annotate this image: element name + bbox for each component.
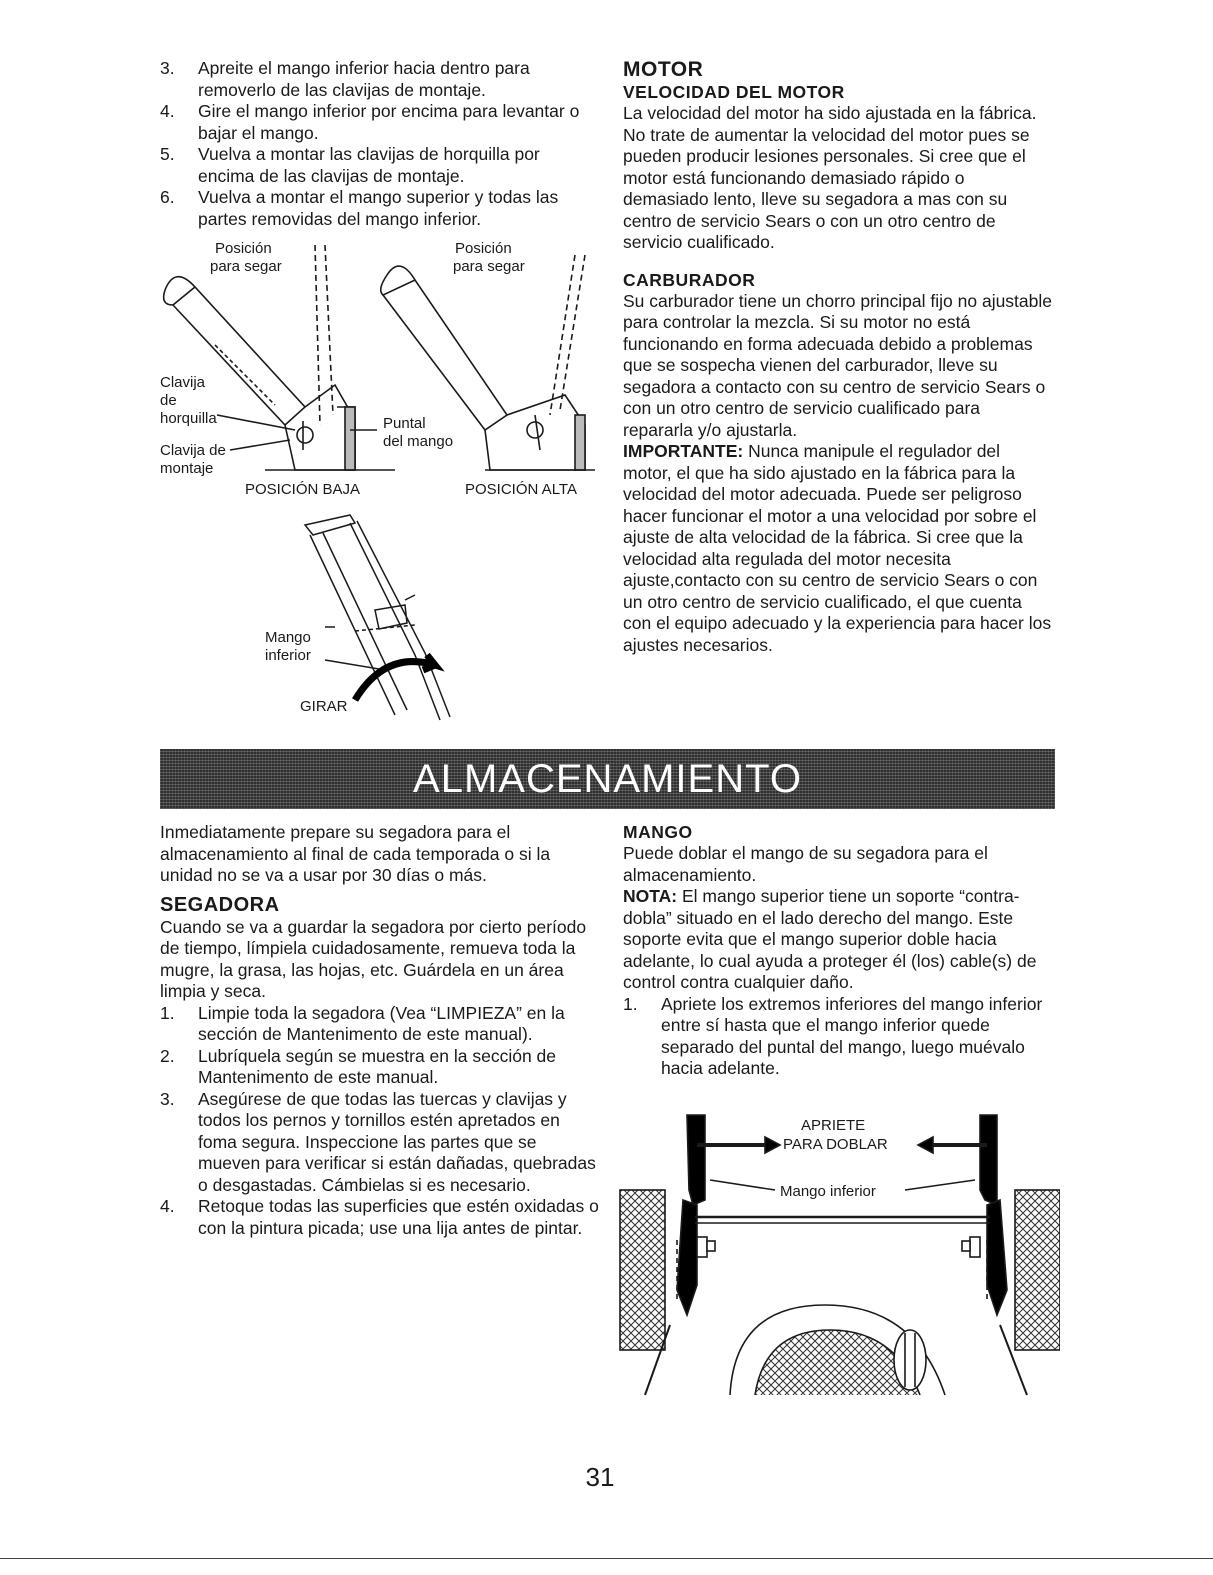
list-item: 4. Retoque todas las superficies que estén oxidadas o con la pintura picada; use una lija antes de pintar. <box>160 1196 599 1238</box>
mango-heading: MANGO <box>623 822 693 842</box>
svg-text:GIRAR: GIRAR <box>300 698 348 715</box>
mango-paragraph: Puede doblar el mango de su segadora para el almacenamiento. <box>623 843 988 885</box>
storage-intro: Inmediatamente prepare su segadora para el almacenamiento al final de cada temporada o si la unidad no se va a usar por 30 días o más. <box>160 822 551 885</box>
svg-text:Puntal: Puntal <box>383 415 426 432</box>
carburador-heading: CARBURADOR <box>623 269 756 290</box>
top-left-column <box>160 58 600 230</box>
handle-steps-list <box>160 58 600 230</box>
svg-text:Clavija: Clavija <box>160 374 206 391</box>
top-right-column <box>623 58 1053 656</box>
list-item: 2. Lubríquela según se muestra en la sección de Mantenimento de este manual. <box>160 1045 557 1087</box>
right-bracket <box>485 395 585 470</box>
svg-text:Mango inferior: Mango inferior <box>780 1183 876 1200</box>
svg-text:POSICIÓN BAJA: POSICIÓN BAJA <box>245 481 361 498</box>
svg-text:inferior: inferior <box>265 647 311 664</box>
bottom-right-column <box>623 822 1053 1080</box>
list-item: 5. Vuelva a montar las clavijas de horquilla por encima de las clavijas de montaje. <box>160 144 540 186</box>
handle-position-figure <box>155 235 605 500</box>
list-item: 6. Vuelva a montar el mango superior y todas las partes removidas del mango inferior. <box>160 187 559 229</box>
svg-text:Posición: Posición <box>455 240 512 257</box>
storage-steps-list <box>160 1003 600 1240</box>
list-item: 3. Apreite el mango inferior hacia dentro para removerlo de las clavijas de montaje. <box>160 58 530 100</box>
list-item: 1. Limpie toda la segadora (Vea “LIMPIEZA” en la sección de Mantenimento de este manual). <box>160 1002 565 1044</box>
left-handle-tube <box>173 287 305 425</box>
svg-text:del mango: del mango <box>383 433 454 450</box>
bottom-left-column <box>160 822 600 1239</box>
svg-text:Clavija de: Clavija de <box>160 442 226 459</box>
rotate-handle-figure <box>255 505 475 745</box>
motor-heading: MOTOR <box>623 58 704 81</box>
right-wheel <box>1015 1190 1060 1350</box>
svg-text:para segar: para segar <box>210 258 282 275</box>
segadora-paragraph: Cuando se va a guardar la segadora por cierto período de tiempo, límpiela cuidadosamente, remueva toda la mugre, la grasa, las hojas, etc. Guárdela en un área limpia y seca. <box>160 916 587 1001</box>
velocidad-paragraph: La velocidad del motor ha sido ajustada en la fábrica. No trate de aumentar la velocidad del motor pues se pueden producir lesiones personales. Si cree que el motor está funcionando demasiado rápido o demasiado lento, lleve su segadora a mas con su centro de servicio Sears o con un otro centro de servicio cualificado. <box>623 103 1037 252</box>
nota-paragraph: NOTA: El mango superior tiene un soporte “contra-dobla” situado en el lado derecho del mango. Este soporte evita que el mango superior doble hacia adelante, lo cual ayuda a proteger él (los) cable(s) de control contra cualquier daño. <box>623 886 1037 992</box>
list-item: 1. Apriete los extremos inferiores del mango inferior entre sí hasta que el mango inferior quede separado del puntal del mango, luego muévalo hacia adelante. <box>623 993 1043 1078</box>
right-handle-tube <box>383 280 507 430</box>
svg-text:POSICIÓN ALTA: POSICIÓN ALTA <box>465 481 577 498</box>
svg-text:de: de <box>160 392 177 409</box>
svg-text:horquilla: horquilla <box>160 410 217 427</box>
page-number: 31 <box>585 1462 615 1492</box>
svg-text:montaje: montaje <box>160 460 214 477</box>
left-wheel <box>620 1190 665 1350</box>
importante-paragraph: IMPORTANTE: Nunca manipule el regulador del motor, el que ha sido ajustado en la fábrica para la velocidad del motor adecuada. Puede ser peligroso hacer funcionar el motor a una velocidad por sobre el ajuste de alta velocidad de la fábrica. Si cree que la velocidad alta regulada del motor necesita ajuste,contacto con su centro de servicio Sears o con un otro centro de servicio cualificado, el que cuenta con el equipo adecuado y la experiencia para hacer los ajustes necesarios. <box>623 441 1052 655</box>
pin-circle <box>297 427 313 443</box>
carburador-paragraph: Su carburador tiene un chorro principal fijo no ajustable para controlar la mezcla. Si su motor no está funcionando en forma adecuada debido a problemas que se sospecha vienen del carburador, lleve su segadora a contacto con su centro de servicio Sears o con un otro centro de servicio cualificado para repararla y/o ajustarla. <box>623 290 1053 440</box>
fold-steps-list <box>623 994 1053 1080</box>
footer-rule <box>0 1558 1213 1559</box>
velocidad-heading: VELOCIDAD DEL MOTOR <box>623 82 845 102</box>
svg-text:Mango: Mango <box>265 629 311 646</box>
list-item: 3. Asegúrese de que todas las tuercas y clavijas y todos los pernos y tornillos estén apretados en foma segura. Inspeccione las partes que se mueven para verificar si están dañadas, quebradas o desgastadas. Cámbielas si es necesario. <box>160 1088 596 1195</box>
segadora-heading: SEGADORA <box>160 893 280 916</box>
svg-text:Posición: Posición <box>215 240 272 257</box>
section-banner <box>160 749 1055 809</box>
list-item: 4. Gire el mango inferior por encima para levantar o bajar el mango. <box>160 101 580 143</box>
banner-title: ALMACENAMIENTO <box>413 757 802 801</box>
fold-handle-figure <box>615 1105 1060 1405</box>
svg-text:para segar: para segar <box>453 258 525 275</box>
svg-text:APRIETE: APRIETE <box>801 1117 866 1134</box>
svg-text:PARA DOBLAR: PARA DOBLAR <box>783 1136 888 1153</box>
